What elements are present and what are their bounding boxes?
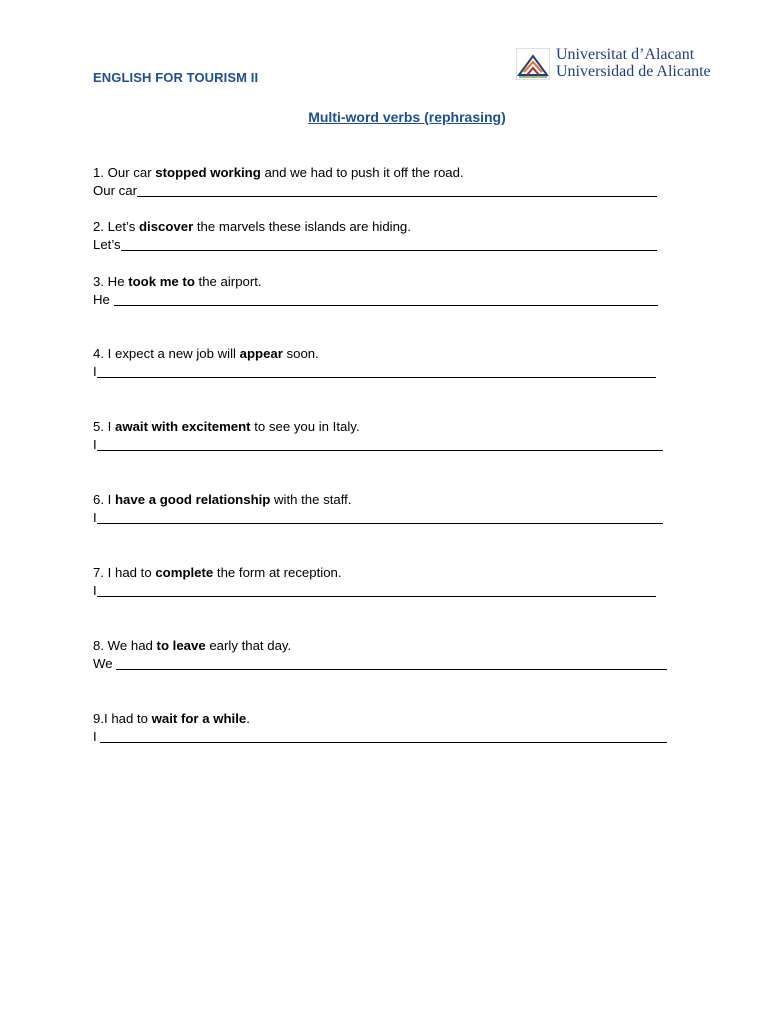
answer-start: I xyxy=(93,729,101,744)
university-name-spanish: Universidad de Alicante xyxy=(556,63,711,80)
prompt-text: He xyxy=(107,274,129,289)
answer-line xyxy=(93,236,657,254)
exercise-number: 4. xyxy=(93,346,104,361)
prompt-text: I xyxy=(107,492,115,507)
exercise-4 xyxy=(93,345,656,381)
exercise-2 xyxy=(93,218,657,254)
exercise-number: 6. xyxy=(93,492,104,507)
target-phrase: appear xyxy=(239,346,283,361)
answer-start: Our car xyxy=(93,183,137,198)
exercise-prompt xyxy=(93,710,667,728)
answer-blank[interactable] xyxy=(100,728,667,743)
exercise-number: 7. xyxy=(93,565,104,580)
answer-line xyxy=(93,182,657,200)
exercise-number: 3. xyxy=(93,274,104,289)
exercise-number: 5. xyxy=(93,419,104,434)
answer-start: Let’s xyxy=(93,237,121,252)
answer-start: I xyxy=(93,437,97,452)
prompt-text: . xyxy=(246,711,250,726)
prompt-text: the airport. xyxy=(194,274,262,289)
answer-line xyxy=(93,728,667,746)
exercise-prompt xyxy=(93,164,657,182)
prompt-text: I expect a new job will xyxy=(107,346,240,361)
exercise-prompt xyxy=(93,564,656,582)
answer-blank[interactable] xyxy=(114,291,658,306)
exercise-number: 1. xyxy=(93,165,104,180)
answer-blank[interactable] xyxy=(116,655,667,670)
answer-blank[interactable] xyxy=(97,363,656,378)
answer-blank[interactable] xyxy=(137,182,657,197)
page-title: Multi-word verbs (rephrasing) xyxy=(308,109,506,125)
answer-line xyxy=(93,655,667,673)
prompt-text: I had to xyxy=(104,711,152,726)
exercise-prompt xyxy=(93,418,663,436)
prompt-text: I xyxy=(107,419,115,434)
exercise-9 xyxy=(93,710,667,746)
target-phrase: wait for a while xyxy=(151,711,247,726)
answer-line xyxy=(93,509,663,527)
exercise-number: 8. xyxy=(93,638,104,653)
course-title: ENGLISH FOR TOURISM II xyxy=(93,70,259,85)
prompt-text: to see you in Italy. xyxy=(250,419,360,434)
prompt-text: the form at reception. xyxy=(213,565,342,580)
target-phrase: discover xyxy=(138,219,194,234)
target-phrase: took me to xyxy=(128,274,195,289)
answer-blank[interactable] xyxy=(97,582,656,597)
target-phrase: have a good relationship xyxy=(115,492,271,507)
university-name-valencian: Universitat d’Alacant xyxy=(556,46,695,63)
answer-start: I xyxy=(93,364,97,379)
answer-blank[interactable] xyxy=(121,236,657,251)
exercise-prompt xyxy=(93,218,657,236)
prompt-text: We had xyxy=(107,638,157,653)
answer-start: He xyxy=(93,292,114,307)
exercise-7 xyxy=(93,564,656,600)
prompt-text: Let’s xyxy=(107,219,139,234)
target-phrase: complete xyxy=(155,565,214,580)
answer-line xyxy=(93,291,658,309)
answer-line xyxy=(93,363,656,381)
prompt-text: soon. xyxy=(282,346,319,361)
answer-start: I xyxy=(93,583,97,598)
answer-line xyxy=(93,582,656,600)
exercise-prompt xyxy=(93,491,663,509)
prompt-text: the marvels these islands are hiding. xyxy=(193,219,411,234)
prompt-text: Our car xyxy=(104,165,156,180)
answer-start: We xyxy=(93,656,117,671)
exercise-1 xyxy=(93,164,657,200)
exercise-6 xyxy=(93,491,663,527)
university-name xyxy=(556,46,711,80)
exercise-8 xyxy=(93,637,667,673)
exercise-prompt xyxy=(93,273,658,291)
prompt-text: I had to xyxy=(107,565,156,580)
exercise-5 xyxy=(93,418,663,454)
answer-start: I xyxy=(93,510,97,525)
prompt-text: with the staff. xyxy=(270,492,352,507)
exercise-3 xyxy=(93,273,658,309)
university-logo xyxy=(516,46,716,82)
exercise-number: 9. xyxy=(93,711,104,726)
answer-blank[interactable] xyxy=(97,509,663,524)
exercise-prompt xyxy=(93,345,656,363)
exercise-number: 2. xyxy=(93,219,104,234)
prompt-text: early that day. xyxy=(205,638,292,653)
exercise-prompt xyxy=(93,637,667,655)
answer-blank[interactable] xyxy=(97,436,663,451)
target-phrase: stopped working xyxy=(155,165,261,180)
target-phrase: to leave xyxy=(156,638,206,653)
prompt-text: and we had to push it off the road. xyxy=(260,165,464,180)
target-phrase: await with excitement xyxy=(115,419,251,434)
university-logo-icon xyxy=(516,48,550,80)
answer-line xyxy=(93,436,663,454)
